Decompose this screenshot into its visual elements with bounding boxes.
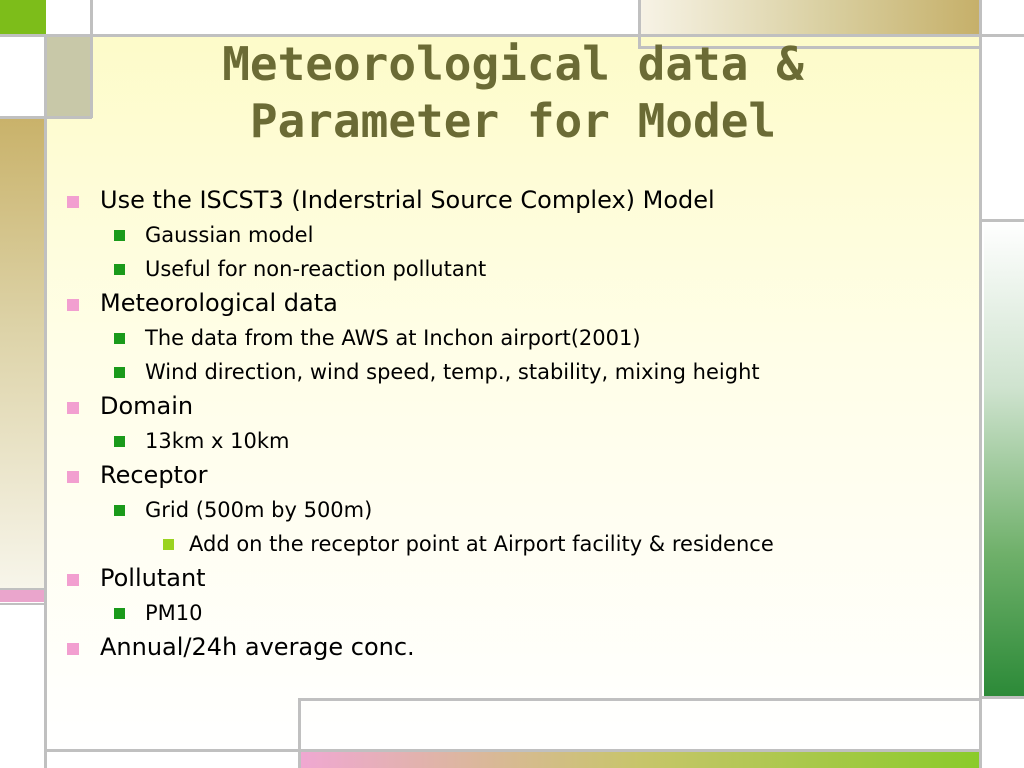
square-bullet-icon (67, 299, 79, 311)
bullet-item (60, 632, 970, 662)
grid-line (0, 603, 46, 605)
bullet-text: Meteorological data (100, 289, 338, 317)
grid-line (980, 219, 1024, 222)
deco-gradient-bar-bottom (300, 752, 980, 768)
grid-line (980, 696, 1024, 699)
bullet-item (60, 391, 970, 421)
square-bullet-icon (67, 402, 79, 414)
square-bullet-icon (67, 471, 79, 483)
bullet-item (60, 563, 970, 593)
sub-bullet-text: The data from the AWS at Inchon airport(2001) (145, 326, 641, 350)
slide-title (46, 36, 980, 150)
deco-pink-strip-left (0, 590, 46, 602)
sub-bullet-item (60, 324, 970, 352)
slide-title-line-1: Meteorological data & (222, 37, 804, 91)
deco-tan-bar-top (641, 0, 979, 34)
sub-bullet-text: 13km x 10km (145, 429, 290, 453)
square-bullet-icon (163, 539, 174, 550)
slide-title-line-2: Parameter for Model (249, 94, 777, 148)
sub-bullet-text: Useful for non-reaction pollutant (145, 257, 487, 281)
grid-line (44, 749, 980, 752)
square-bullet-icon (114, 608, 125, 619)
deco-green-square (0, 0, 46, 34)
grid-line (298, 698, 980, 701)
square-bullet-icon (114, 333, 125, 344)
sub-bullet-item (60, 496, 970, 524)
sub-bullet-item (60, 221, 970, 249)
bullet-text: Annual/24h average conc. (100, 633, 415, 661)
sub-bullet-item (60, 255, 970, 283)
grid-line (0, 588, 46, 590)
square-bullet-icon (67, 643, 79, 655)
square-bullet-icon (67, 196, 79, 208)
sub-bullet-item (60, 599, 970, 627)
bullet-item (60, 460, 970, 490)
square-bullet-icon (114, 264, 125, 275)
sub-sub-bullet-item (60, 530, 970, 558)
bullet-text: Use the ISCST3 (Inderstrial Source Complex) Model (100, 186, 715, 214)
square-bullet-icon (114, 230, 125, 241)
sub-bullet-item (60, 427, 970, 455)
sub-bullet-text: PM10 (145, 601, 203, 625)
sub-bullet-text: Wind direction, wind speed, temp., stability, mixing height (145, 360, 760, 384)
bullet-text: Domain (100, 392, 194, 420)
square-bullet-icon (114, 505, 125, 516)
bullet-text: Pollutant (100, 564, 206, 592)
square-bullet-icon (67, 574, 79, 586)
deco-tan-bar-left (0, 118, 46, 588)
bullet-item (60, 288, 970, 318)
bullet-list (60, 180, 970, 662)
square-bullet-icon (114, 436, 125, 447)
sub-bullet-item (60, 358, 970, 386)
bullet-item (60, 185, 970, 215)
sub-bullet-text: Grid (500m by 500m) (145, 498, 373, 522)
square-bullet-icon (114, 367, 125, 378)
sub-bullet-text: Gaussian model (145, 223, 314, 247)
bullet-text: Receptor (100, 461, 208, 489)
sub-sub-bullet-text: Add on the receptor point at Airport facility & residence (189, 532, 774, 556)
deco-green-bar-right (984, 222, 1024, 696)
grid-line (298, 698, 301, 768)
